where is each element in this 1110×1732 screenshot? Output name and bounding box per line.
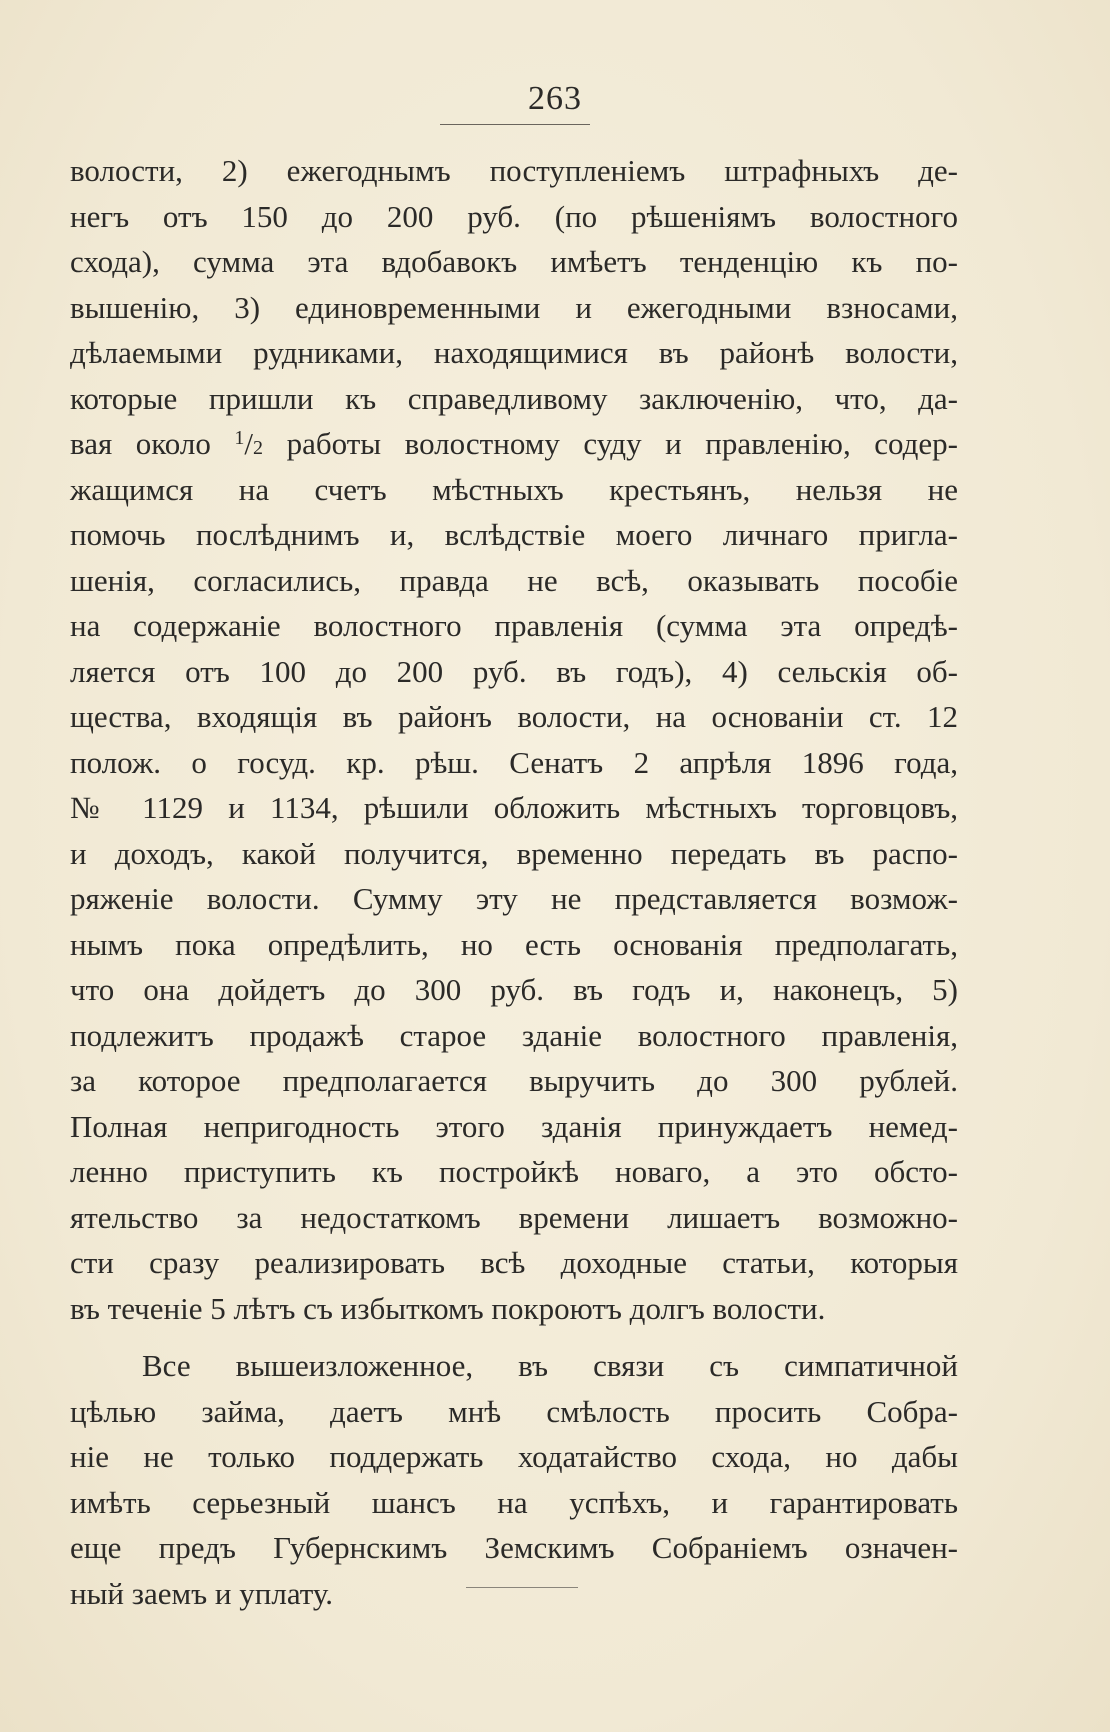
text-line: ляется отъ 100 до 200 руб. въ годъ), 4) сельскія об- — [70, 653, 958, 689]
text-line: жащимся на счетъ мѣстныхъ крестьянъ, нельзя не — [70, 471, 958, 507]
text-line: за которое предполагается выручить до 300 рублей. — [70, 1063, 958, 1098]
text-line: шенія, согласились, правда не всѣ, оказывать пособіе — [70, 562, 958, 598]
text-line: въ теченіе 5 лѣтъ съ избыткомъ покроютъ долгъ волости. — [70, 1290, 826, 1326]
text-line: еще предъ Губернскимъ Земскимъ Собраніемъ означен- — [70, 1530, 958, 1565]
paragraph-first-line: Все вышеизложенное, въ связи съ симпатичной — [142, 1348, 958, 1383]
text-line: № 1129 и 1134, рѣшили обложить мѣстныхъ торговцовъ, — [70, 790, 958, 825]
fraction-denominator: 2 — [253, 437, 264, 459]
text-line: щества, входящія въ районъ волости, на основаніи ст. 12 — [70, 699, 958, 734]
text-line: на содержаніе волостного правленія (сумма эта опредѣ- — [70, 608, 958, 643]
text-line: что она дойдетъ до 300 руб. въ годъ и, наконецъ, 5) — [70, 972, 958, 1007]
text-line: полож. о госуд. кр. рѣш. Сенатъ 2 апрѣля 1896 года, — [70, 744, 958, 780]
text-line: помочь послѣднимъ и, вслѣдствіе моего личнаго пригла- — [70, 517, 958, 552]
text-line: схода), сумма эта вдобавокъ имѣетъ тенденцію къ по- — [70, 244, 958, 279]
text-line: Полная непригодность этого зданія принуждаетъ немед- — [70, 1108, 958, 1144]
text-line: и доходъ, какой получится, временно передать въ распо- — [70, 835, 958, 871]
text-line: сти сразу реализировать всѣ доходные статьи, которыя — [70, 1245, 958, 1280]
text-line: нымъ пока опредѣлить, но есть основанія предполагать, — [70, 926, 958, 962]
text-line: ный заемъ и уплату. — [70, 1575, 334, 1611]
text-fragment: работы волостному суду и правленію, содер- — [286, 426, 958, 461]
text-line: ленно приступить къ постройкѣ новаго, а это обсто- — [70, 1154, 958, 1189]
text-line: цѣлью займа, даетъ мнѣ смѣлость просить Собра- — [70, 1393, 958, 1429]
text-line-with-fraction — [70, 421, 958, 467]
text-line: волости, 2) ежегоднымъ поступленіемъ штрафныхъ де- — [70, 153, 958, 188]
page-number-rule — [440, 124, 590, 125]
text-line: дѣлаемыми рудниками, находящимися въ районѣ волости, — [70, 335, 958, 370]
text-line: негъ отъ 150 до 200 руб. (по рѣшеніямъ волостного — [70, 198, 958, 234]
text-fragment: вая около — [70, 426, 211, 461]
text-line: ятельство за недостаткомъ времени лишаетъ возможно- — [70, 1199, 958, 1235]
text-line: которые пришли къ справедливому заключенію, что, да- — [70, 380, 958, 416]
body-text — [70, 148, 958, 1616]
text-line: ряженіе волости. Сумму эту не представляется возмож- — [70, 881, 958, 916]
text-line: ніе не только поддержать ходатайство схода, но дабы — [70, 1439, 958, 1474]
fraction-numerator: 1 — [234, 427, 245, 449]
fraction-slash: / — [244, 426, 254, 461]
text-line: имѣть серьезный шансъ на успѣхъ, и гарантировать — [70, 1484, 958, 1520]
end-rule — [466, 1587, 578, 1588]
page-number: 263 — [528, 80, 582, 117]
text-line: вышенію, 3) единовременными и ежегодными взносами, — [70, 289, 958, 325]
text-line: подлежитъ продажѣ старое зданіе волостного правленія, — [70, 1017, 958, 1053]
